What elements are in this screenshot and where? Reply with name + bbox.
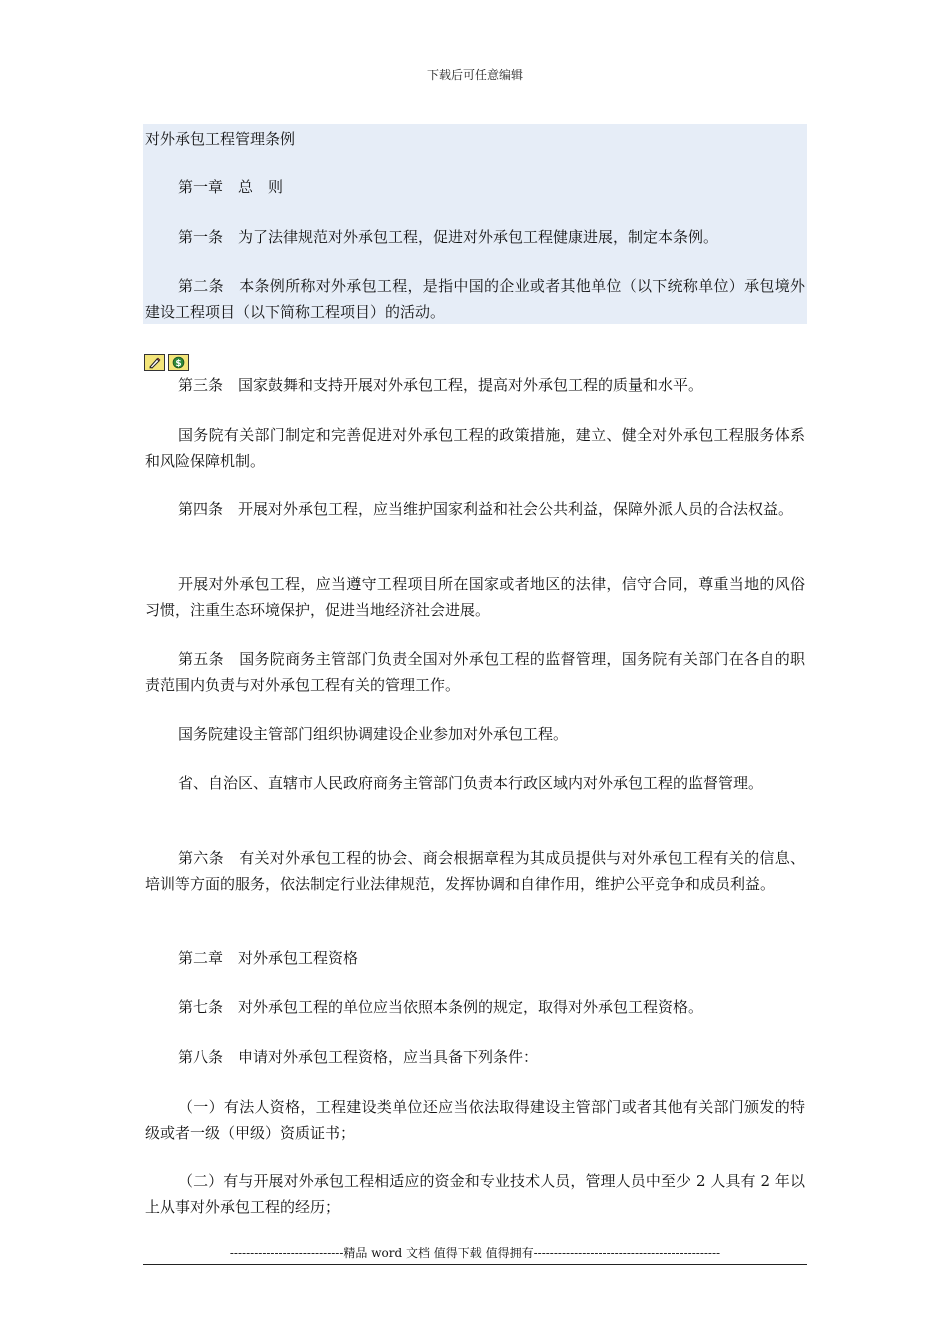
article-paragraph: 第八条 申请对外承包工程资格，应当具备下列条件： [178,1048,539,1066]
svg-text:$: $ [175,359,182,369]
article-paragraph: 第五条 国务院商务主管部门负责全国对外承包工程的监督管理，国务院有关部门在各自的职责范围内负责与对外承包工程有关的管理工作。 [145,650,805,694]
article-paragraph: 第七条 对外承包工程的单位应当依照本条例的规定，取得对外承包工程资格。 [178,998,704,1016]
chapter-heading: 第二章 对外承包工程资格 [178,949,359,967]
inline-toolbar [144,354,191,371]
article-paragraph: 国务院有关部门制定和完善促进对外承包工程的政策措施，建立、健全对外承包工程服务体系和风险保障机制。 [145,426,805,470]
article-paragraph: 第四条 开展对外承包工程，应当维护国家利益和社会公共利益，保障外派人员的合法权益。 [178,500,794,518]
chapter-heading: 第一章 总 则 [178,178,284,196]
dollar-icon[interactable] [168,354,189,371]
list-item: （一）有法人资格，工程建设类单位还应当依法取得建设主管部门或者其他有关部门颁发的特级或者一级（甲级）资质证书； [145,1098,805,1142]
article-paragraph: 省、自治区、直辖市人民政府商务主管部门负责本行政区域内对外承包工程的监督管理。 [178,774,764,792]
article-paragraph: 国务院建设主管部门组织协调建设企业参加对外承包工程。 [178,725,569,743]
edit-icon[interactable] [144,354,165,371]
article-paragraph: 第一条 为了法律规范对外承包工程，促进对外承包工程健康进展，制定本条例。 [178,228,719,246]
article-paragraph: 第二条 本条例所称对外承包工程，是指中国的企业或者其他单位（以下统称单位）承包境外建设工程项目（以下简称工程项目）的活动。 [145,277,805,321]
list-item: （二）有与开展对外承包工程相适应的资金和专业技术人员，管理人员中至少 2 人具有 2 年以上从事对外承包工程的经历； [145,1172,805,1216]
page-header: 下载后可任意编辑 [426,68,523,82]
page-footer: ----------------------------精品 word 文档 值得下载 值得拥有---------------------------------------------- [229,1246,721,1260]
document-title: 对外承包工程管理条例 [145,130,296,148]
article-paragraph: 第三条 国家鼓舞和支持开展对外承包工程，提高对外承包工程的质量和水平。 [178,376,704,394]
article-paragraph: 第六条 有关对外承包工程的协会、商会根据章程为其成员提供与对外承包工程有关的信息、培训等方面的服务，依法制定行业法律规范，发挥协调和自律作用，维护公平竞争和成员利益。 [145,849,805,893]
footer-divider [143,1264,807,1265]
article-paragraph: 开展对外承包工程，应当遵守工程项目所在国家或者地区的法律，信守合同，尊重当地的风俗习惯，注重生态环境保护，促进当地经济社会进展。 [145,575,805,619]
